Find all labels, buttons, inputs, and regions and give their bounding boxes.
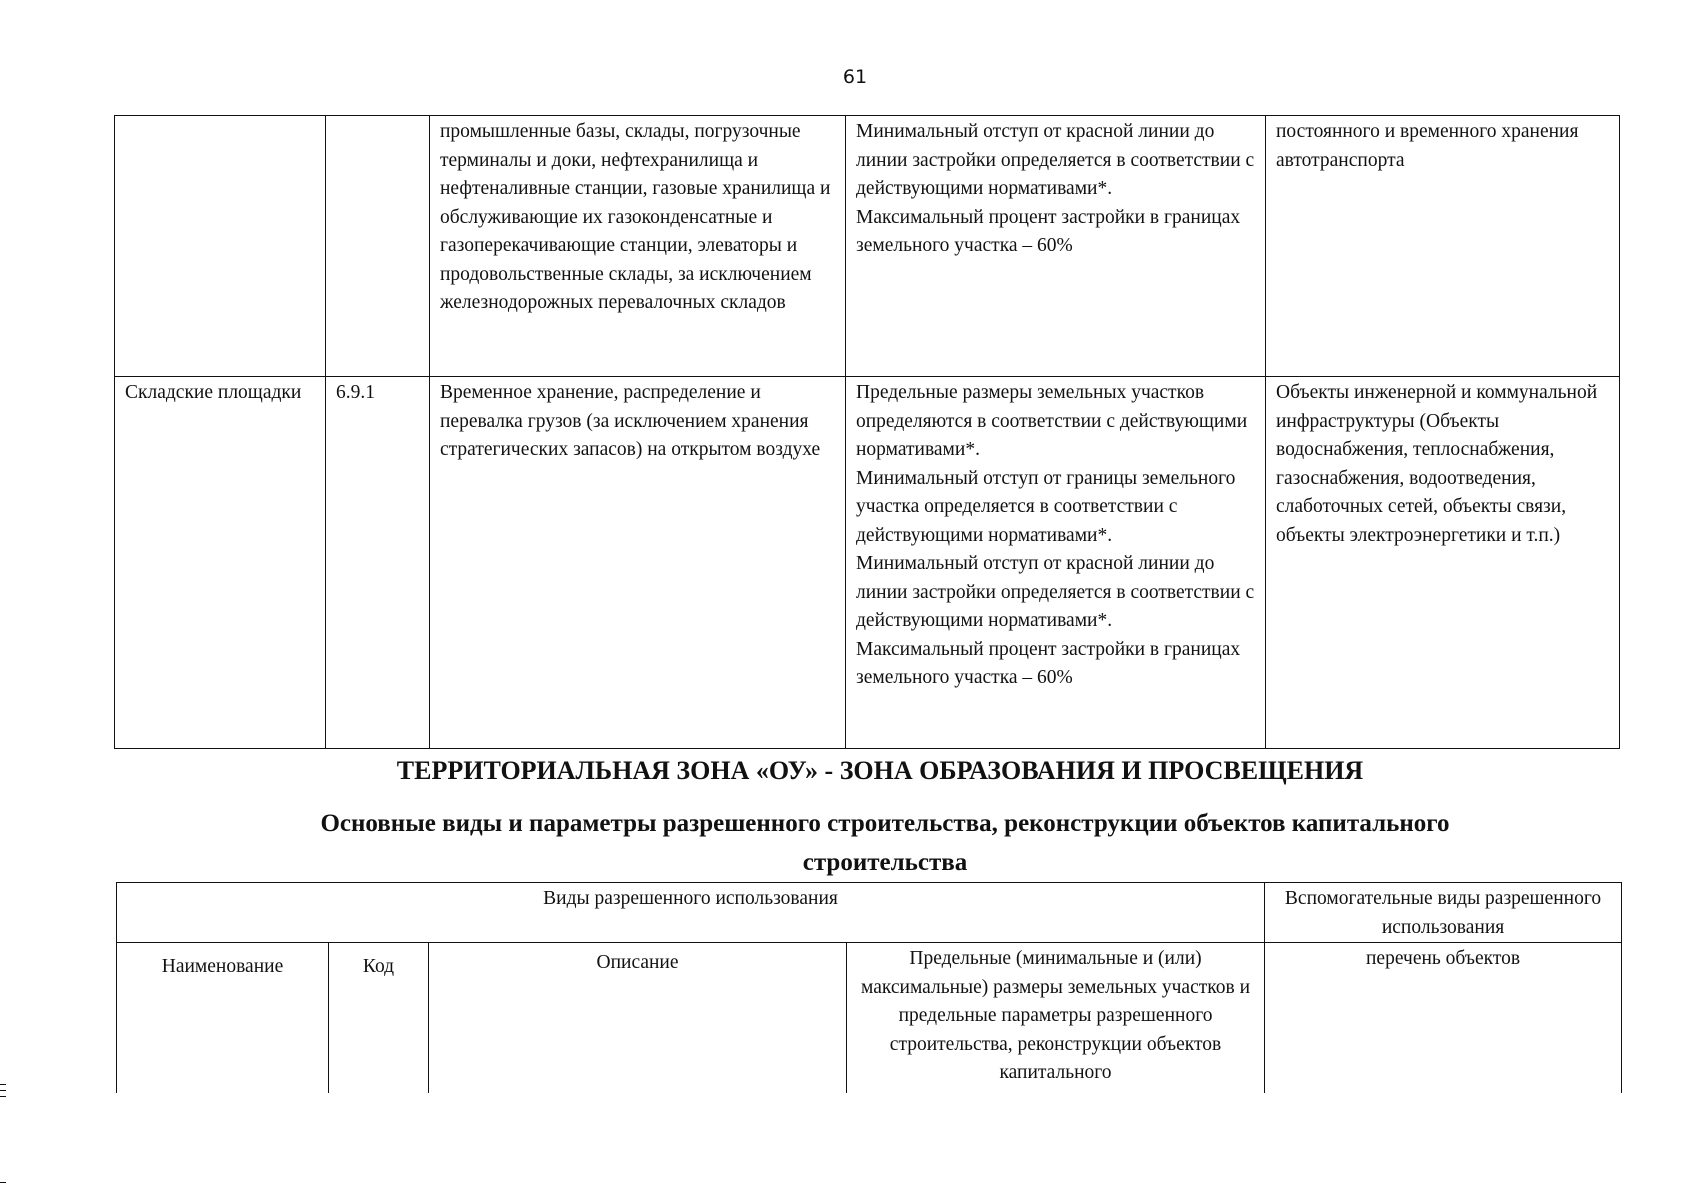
code-cell	[326, 116, 430, 377]
limits-cell: Предельные размеры земельных участков определяются в соответствии с действующими нормативами*. Минимальный отступ от границы земельного участка определяется в соответствии с действующими нормативами*. Минимальный отступ от красной линии до линии застройки определяется в соответствии с действующими нормативами*. Максимальный процент застройки в границах земельного участка – 60%	[846, 377, 1266, 749]
table-header-row	[117, 943, 1622, 1094]
col-description-header: Описание	[429, 943, 847, 1094]
permitted-uses-table-header	[116, 882, 1622, 1093]
col-objects-header: перечень объектов	[1265, 943, 1622, 1094]
name-cell	[115, 116, 326, 377]
section-title: Основные виды и параметры разрешенного строительства, реконструкции объектов капитального строительства	[320, 810, 1450, 876]
zone-title: ТЕРРИТОРИАЛЬНАЯ ЗОНА «ОУ» - ЗОНА ОБРАЗОВАНИЯ И ПРОСВЕЩЕНИЯ	[396, 756, 1364, 785]
code-cell: 6.9.1	[326, 377, 430, 749]
col-limits-header: Предельные (минимальные и (или) максимальные) размеры земельных участков и предельные параметры разрешенного строительства, реконструкции объектов капитального	[847, 943, 1265, 1094]
header-permitted-uses: Виды разрешенного использования	[117, 883, 1265, 943]
table-header-row	[117, 883, 1622, 943]
scan-edge-mark	[0, 1096, 6, 1097]
header-auxiliary-uses: Вспомогательные виды разрешенного использования	[1265, 883, 1622, 943]
scan-edge-mark	[0, 1182, 6, 1183]
table-row	[115, 377, 1620, 749]
auxiliary-cell: Объекты инженерной и коммунальной инфраструктуры (Объекты водоснабжения, теплоснабжения, газоснабжения, водоотведения, слаботочных сетей, объекты связи, объекты электроэнергетики и т.п.)	[1266, 377, 1620, 749]
description-cell: Временное хранение, распределение и перевалка грузов (за исключением хранения стратегических запасов) на открытом воздухе	[430, 377, 846, 749]
scan-edge-mark	[0, 1090, 6, 1091]
auxiliary-cell: постоянного и временного хранения автотранспорта	[1266, 116, 1620, 377]
description-cell: промышленные базы, склады, погрузочные терминалы и доки, нефтехранилища и нефтеналивные станции, газовые хранилища и обслуживающие их газоконденсатные и газоперекачивающие станции, элеваторы и продовольственные склады, за исключением железнодорожных перевалочных складов	[430, 116, 846, 377]
page-number: 61	[842, 66, 868, 88]
permitted-uses-table-continued	[114, 115, 1620, 749]
table-row	[115, 116, 1620, 377]
col-code-header: Код	[329, 943, 429, 1094]
col-name-header: Наименование	[117, 943, 329, 1094]
limits-cell: Минимальный отступ от красной линии до линии застройки определяется в соответствии с действующими нормативами*. Максимальный процент застройки в границах земельного участка – 60%	[846, 116, 1266, 377]
scan-edge-mark	[0, 1084, 6, 1085]
name-cell: Складские площадки	[115, 377, 326, 749]
